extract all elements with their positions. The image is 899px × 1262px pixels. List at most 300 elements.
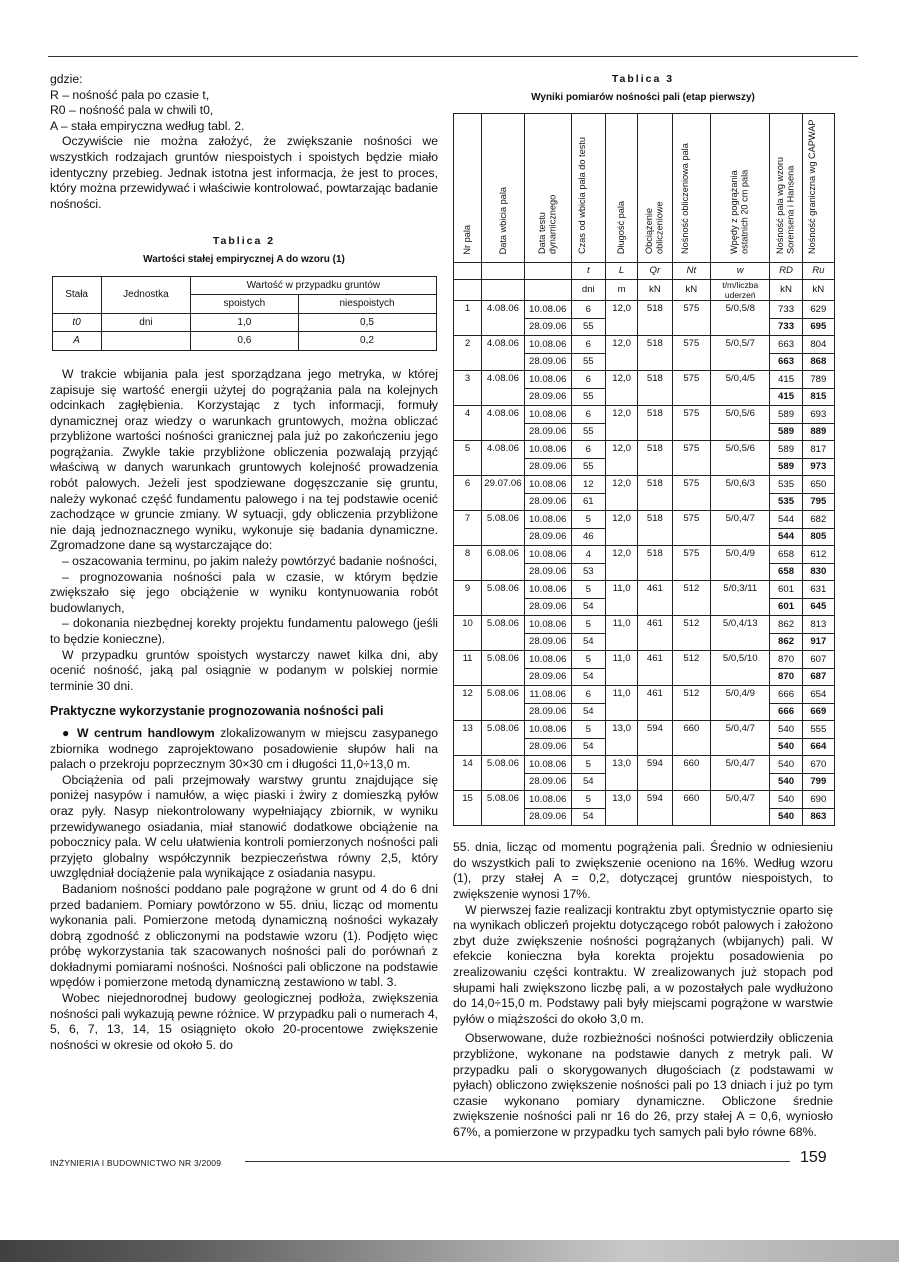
table-cell: 645 [802,598,834,616]
table-row [454,406,835,424]
table-cell: 10.08.06 [524,721,571,739]
table-cell: 10.08.06 [524,756,571,774]
paragraph-text: zlokalizowanym w miejscu zasypanego zbiornika wodnego zaprojektowano posadowienie słupów hali na palach o przekroju poprzecznym 30×30 cm i długości 11,0÷13,0 m. [50,725,439,772]
table-cell: 601 [770,581,802,599]
table-cell: 6 [571,686,605,704]
table-cell: 512 [672,616,711,651]
table-cell: 5/0,4/5 [711,371,770,406]
table-cell: 660 [672,756,711,791]
table-cell: 12,0 [605,336,637,371]
table-cell: 863 [802,808,834,826]
table-cell: 28.09.06 [524,668,571,686]
table-row [454,686,835,704]
table-cell: 973 [802,458,834,476]
intro-line: R0 – nośność pala w chwili t0, [50,103,214,118]
table-cell: 11,0 [605,581,637,616]
intro-line: R – nośność pala po czasie t, [50,87,210,102]
t3-col-header: Wpędy z pogrążania ostatnich 20 cm pala [729,169,750,255]
table-cell: 2 [454,336,482,371]
t2-header: spoistych [191,295,298,314]
table-cell: 10.08.06 [524,301,571,319]
table-cell: 461 [638,581,672,616]
t3-col-header: Nośność pala wg wzoru Sorensena i Hansena [775,157,796,255]
table-cell: 28.09.06 [524,353,571,371]
table-cell: 518 [638,441,672,476]
table-cell: 13,0 [605,721,637,756]
table-cell: 5/0,5/10 [711,651,770,686]
table-cell: 5 [454,441,482,476]
table-cell: 518 [638,301,672,336]
table-cell: 28.09.06 [524,528,571,546]
table-cell: 5/0,4/7 [711,791,770,826]
t2-header: Wartość w przypadku gruntów [191,276,436,295]
table-cell: 695 [802,318,834,336]
table-cell: 11 [454,651,482,686]
table-cell: 544 [770,528,802,546]
table-cell: 28.09.06 [524,318,571,336]
table-cell: 540 [770,756,802,774]
table-cell: 5.08.06 [482,511,525,546]
table-cell: 654 [802,686,834,704]
table-cell: 10.08.06 [524,406,571,424]
t2-cell: 0,5 [298,313,436,332]
table-cell: 14 [454,756,482,791]
table-cell: 5 [571,651,605,669]
table-cell: 6 [571,371,605,389]
table-cell: 1 [454,301,482,336]
table-cell: 5/0,4/7 [711,511,770,546]
table-cell: 3 [454,371,482,406]
paragraph: Wobec niejednorodnej budowy geologicznej podłoża, zwiększenia nośności pali wykazują pewne różnice. W przypadku pali o numerach 4, 5, 6, 7, 13, 14, 15 osiągnięto około 20-procentowe zwiększenie nośności w okresie od około 5. do [50,991,438,1052]
table-row [454,371,835,389]
table-row [454,791,835,809]
table3 [453,113,835,826]
table-cell: 518 [638,511,672,546]
table-cell: 11.08.06 [524,686,571,704]
table-cell: 461 [638,651,672,686]
t3-unit: dni [571,280,605,301]
table-cell: 415 [770,371,802,389]
table-cell: 10 [454,616,482,651]
table-cell: 5/0,5/8 [711,301,770,336]
table-cell: 805 [802,528,834,546]
table-cell: 5.08.06 [482,581,525,616]
table-cell: 589 [770,441,802,459]
table-cell: 670 [802,756,834,774]
paragraph: W przypadku gruntów spoistych wystarczy nawet kilka dni, aby ocenić nośność, jaką pal osiągnie w podanym w polskiej normie terminie 30 dni. [50,647,438,693]
t3-unit [454,280,482,301]
table-cell: 12 [571,476,605,494]
table-cell: 5/0,4/13 [711,616,770,651]
table-cell: 575 [672,336,711,371]
intro-line: A – stała empiryczna według tabl. 2. [50,118,245,133]
t2-header: niespoistych [298,295,436,314]
table-cell: 540 [770,773,802,791]
table-cell: 575 [672,371,711,406]
table-cell: 889 [802,423,834,441]
left-column [50,72,438,1053]
table-cell: 589 [770,406,802,424]
table-cell: 5 [571,511,605,529]
table-cell: 669 [802,703,834,721]
t2-cell: 1,0 [191,313,298,332]
footer-rule [245,1161,790,1162]
table-row [454,756,835,774]
table-cell: 5/0,5/7 [711,336,770,371]
table-cell: 54 [571,633,605,651]
table-cell: 12,0 [605,301,637,336]
t3-col-header: Nośność obliczeniowa pala [680,143,691,255]
table-cell: 594 [638,791,672,826]
table-cell: 4.08.06 [482,406,525,441]
t2-cell: 0,2 [298,332,436,351]
table-cell: 12,0 [605,511,637,546]
bold-lead: W centrum handlowym [77,725,215,740]
table-cell: 4.08.06 [482,371,525,406]
scan-edge [0,1240,899,1262]
table-cell: 544 [770,511,802,529]
table-cell: 28.09.06 [524,563,571,581]
table-cell: 666 [770,703,802,721]
table-cell: 55 [571,423,605,441]
t2-cell: dni [101,313,191,332]
table-cell: 5 [571,616,605,634]
t3-body [454,301,835,826]
table-cell: 862 [770,633,802,651]
journal-footer: INŻYNIERIA I BUDOWNICTWO NR 3/2009 [50,1158,222,1168]
table-cell: 6.08.06 [482,546,525,581]
table-cell: 535 [770,493,802,511]
table-cell: 575 [672,546,711,581]
table-cell: 663 [770,353,802,371]
table-cell: 55 [571,388,605,406]
t3-symbol: Ru [802,262,834,280]
table-cell: 594 [638,756,672,791]
t3-col-header: Nr pala [462,224,473,255]
t3-symbol: Nt [672,262,711,280]
table-cell: 789 [802,371,834,389]
table-cell: 6 [571,301,605,319]
paragraph: W pierwszej fazie realizacji kontraktu zbyt optymistycznie oparto się na wynikach obliczeń projektu dotyczącego robót palowych i założono zbyt duże zwiększenie nośności pogrążanych (wbijanych) pali. W efekcie konieczna była korekta projektu posadowienia po zrealizowaniu części kontraktu. W zrealizowanych już stopach pod słupami hali zwiększono liczbę pali, a w pozostałych pale wydłużono do 14,0÷15,0 m. Podstawy pali były miejscami pogrążone w warstwie pyłów o miąższości do około 3,0 m. [453,902,833,1026]
table-cell: 612 [802,546,834,564]
t2-header: Stała [52,276,101,313]
t3-col-header: Data wbicia pala [497,186,508,255]
table-cell: 690 [802,791,834,809]
table-cell: 11,0 [605,616,637,651]
table-cell: 575 [672,301,711,336]
table-cell: 589 [770,423,802,441]
table-cell: 664 [802,738,834,756]
table-cell: 29.07.06 [482,476,525,511]
t2-cell [101,332,191,351]
t3-symbol: w [711,262,770,280]
t2-cell: A [52,332,101,351]
table-cell: 535 [770,476,802,494]
table-cell: 658 [770,563,802,581]
table-row [454,616,835,634]
table-cell: 518 [638,546,672,581]
table-cell: 5.08.06 [482,791,525,826]
t3-col-header: Czas od wbicia pala do testu [577,137,588,255]
table-cell: 917 [802,633,834,651]
table-cell: 804 [802,336,834,354]
table-cell: 660 [672,791,711,826]
page-number: 159 [800,1149,827,1166]
table-cell: 9 [454,581,482,616]
list-item: – dokonania niezbędnej korekty projektu fundamentu palowego (jeśli to będzie konieczne). [50,616,438,646]
table-cell: 666 [770,686,802,704]
paragraph: ● W centrum handlowym zlokalizowanym w miejscu zasypanego zbiornika wodnego zaprojektowano posadowienie słupów hali na palach o przekroju poprzecznym 30×30 cm i długości 11,0÷13,0 m. [50,725,439,772]
table-row [454,651,835,669]
table-cell: 512 [672,651,711,686]
table-cell: 5/0,6/3 [711,476,770,511]
table-row [454,581,835,599]
t3-symbol: Qr [638,262,672,280]
table-cell: 5.08.06 [482,616,525,651]
table-cell: 629 [802,301,834,319]
table-cell: 518 [638,406,672,441]
paragraph: Obciążenia od pali przejmowały warstwy gruntu znajdujące się poniżej nasypów i namułów, a więc piaski i żwiry z domieszką pyłów oraz pyły. Nasyp niekontrolowany wypełniający zbiornik, w wyniku przewidywanego osiadania, miał stanowić dodatkowe obciążenie na pobocznicy pala. W celu ułatwienia kontroli pomierzonych nośności pali przyjęto globalny współczynnik bezpieczeństwa równy 2,5, który uwzględniał dociążenie pala wynikające z osiadania nasypu. [50,772,438,881]
table-cell: 5 [571,756,605,774]
table-cell: 54 [571,668,605,686]
t3-col-header: Obciążenie obliczeniowe [643,201,665,255]
table-cell: 5 [571,581,605,599]
table-cell: 540 [770,791,802,809]
table-cell: 10.08.06 [524,371,571,389]
table-cell: 12,0 [605,371,637,406]
table-cell: 870 [770,651,802,669]
table-cell: 5/0,5/6 [711,441,770,476]
table-cell: 575 [672,441,711,476]
paragraph: Badaniom nośności poddano pale pogrążone w grunt od 4 do 6 dni przed badaniem. Pomiary powtórzono w 55. dniu, licząc od momentu wykonania pali. Pomierzone metodą dynamiczną nośności wykazały dobrą zgodność z obliczonymi na podstawie wzoru (1). Podjęto więc próbę wykorzystania tak szacowanych nośności pali do porównań z dokładnymi pomiarami nośności. Nośności pali obliczone na podstawie wpędów i pomierzone metodą dynamiczną zestawiono w tabl. 3. [50,881,438,990]
t3-col-header: Nośność graniczna wg CAPWAP [807,119,818,255]
t3-unit: kN [770,280,802,301]
table-cell: 11,0 [605,651,637,686]
table-cell: 8 [454,546,482,581]
table-cell: 10.08.06 [524,616,571,634]
table-cell: 660 [672,721,711,756]
table-cell: 13,0 [605,791,637,826]
table-cell: 12,0 [605,441,637,476]
table-cell: 11,0 [605,686,637,721]
table-cell: 5.08.06 [482,686,525,721]
table-row [454,476,835,494]
table-cell: 799 [802,773,834,791]
table-cell: 518 [638,371,672,406]
table-cell: 46 [571,528,605,546]
list-item: – prognozowania nośności pala w czasie, w którym będzie zwiększało się jego obciążenie w wyniku kontynuowania robót budowlanych, [50,569,438,615]
table-cell: 28.09.06 [524,458,571,476]
table-cell: 53 [571,563,605,581]
table-cell: 10.08.06 [524,476,571,494]
table-cell: 28.09.06 [524,703,571,721]
t3-unit: m [605,280,637,301]
table-cell: 12,0 [605,406,637,441]
table-cell: 7 [454,511,482,546]
table-row [454,336,835,354]
table-cell: 54 [571,703,605,721]
t3-unit [524,280,571,301]
table-row [454,301,835,319]
t3-unit: kN [802,280,834,301]
t3-unit: t/m/liczba uderzeń [711,280,770,301]
table2-subtitle: Wartości stałej empirycznej A do wzoru (1) [143,253,345,265]
table-cell: 12,0 [605,476,637,511]
table-cell: 54 [571,773,605,791]
table-cell: 55 [571,458,605,476]
table-cell: 15 [454,791,482,826]
table-cell: 663 [770,336,802,354]
intro-line: gdzie: [50,72,83,86]
table-cell: 28.09.06 [524,808,571,826]
table-cell: 862 [770,616,802,634]
table-cell: 28.09.06 [524,423,571,441]
header-rule [48,56,858,57]
table-cell: 601 [770,598,802,616]
table-cell: 4.08.06 [482,441,525,476]
table-cell: 13 [454,721,482,756]
section-heading: Praktyczne wykorzystanie prognozowania nośności pali [50,704,384,719]
table3-subtitle: Wyniki pomiarów nośności pali (etap pierwszy) [531,91,755,103]
table-row [454,721,835,739]
t3-units-row [454,280,835,301]
table-cell: 28.09.06 [524,773,571,791]
table-cell: 540 [770,738,802,756]
table-cell: 12,0 [605,546,637,581]
table-cell: 631 [802,581,834,599]
table-cell: 5/0,4/7 [711,721,770,756]
table-cell: 10.08.06 [524,791,571,809]
table-cell: 12 [454,686,482,721]
table-cell: 10.08.06 [524,336,571,354]
table-cell: 687 [802,668,834,686]
table-cell: 575 [672,511,711,546]
table-cell: 5.08.06 [482,756,525,791]
table-cell: 5/0,4/9 [711,686,770,721]
table-cell: 870 [770,668,802,686]
t2-header: Jednostka [101,276,191,313]
t3-symbol: RD [770,262,802,280]
table-cell: 575 [672,406,711,441]
table-row [454,511,835,529]
paragraph: Oczywiście nie można założyć, że zwiększanie nośności we wszystkich rodzajach gruntów niespoistych i spoistych będzie miało identyczny przebieg. Jednak istotna jest informacja, że jest to proces, który można przewidywać i właściwie kontrolować, powtarzając badanie nośności. [50,134,438,211]
table-cell: 5 [571,791,605,809]
table-cell: 6 [571,441,605,459]
table-cell: 5.08.06 [482,721,525,756]
table-cell: 5/0,3/11 [711,581,770,616]
table-cell: 5.08.06 [482,651,525,686]
paragraph: Obserwowane, duże rozbieżności nośności potwierdziły obliczenia przybliżone, wykonane na podstawie danych z metryk pali. W przypadku pali o skorygowanych długościach (z podstawami w pyłach) obliczono zwiększenie nośności pali po 13 dniach i już po tym czasie wykonano pomiary dynamiczne. Obliczone średnie zwiększenie nośności pali nr 16 do 26, przy stałej A = 0,6, wyniosło 67%, a pomierzone w przypadku tych samych pali było równe 68%. [453,1031,833,1139]
table-cell: 10.08.06 [524,581,571,599]
table-cell: 6 [571,336,605,354]
t3-symbol [482,262,525,280]
right-column [453,72,833,1141]
table-cell: 10.08.06 [524,441,571,459]
t2-cell: 0,6 [191,332,298,351]
t3-header-row [454,114,835,263]
table-cell: 28.09.06 [524,738,571,756]
t3-unit: kN [638,280,672,301]
table-cell: 461 [638,686,672,721]
table-cell: 5 [571,721,605,739]
table-cell: 4.08.06 [482,301,525,336]
list-item: – oszacowania terminu, po jakim należy powtórzyć badanie nośności, [62,554,438,569]
table-cell: 4 [571,546,605,564]
t3-symbol: t [571,262,605,280]
t3-symbol-row [454,262,835,280]
t3-unit [482,280,525,301]
table2-title: Tablica 2 [212,235,276,248]
table2 [52,276,437,351]
table-cell: 54 [571,808,605,826]
table-cell: 693 [802,406,834,424]
table-cell: 28.09.06 [524,598,571,616]
table-cell: 540 [770,808,802,826]
table-cell: 518 [638,476,672,511]
table-cell: 55 [571,318,605,336]
paragraph: W trakcie wbijania pala jest sporządzana jego metryka, w której zapisuje się wartość energii użytej do pogrążania pala na kolejnych odcinkach zagłębienia. Korzystając z tych informacji, formuły dynamicznej oraz wiedzy o warunkach gruntowych, można obliczać przybliżone wartości nośności granicznej pala już po zakończeniu jego pogrążania. Zwykle takie przybliżone obliczenia pozwalają przyjąć właściwą w danych warunkach gruntowych kolejność prowadzenia robót palowych. Jeżeli jest spodziewane dogęszczanie się gruntu, należy wykonać część fundamentu palowego i na tej podstawie ocenić zachodzące w gruncie zmiany. W sytuacji, gdy obliczenia przybliżone nie dają jednoznacznego wyniku, wykonuje się badania dynamiczne. Zgromadzone dane są wystarczające do: [50,366,438,553]
table-cell: 5/0,4/9 [711,546,770,581]
table-cell: 13,0 [605,756,637,791]
table-cell: 4.08.06 [482,336,525,371]
table-cell: 54 [571,738,605,756]
table-cell: 10.08.06 [524,546,571,564]
table-cell: 28.09.06 [524,388,571,406]
table-cell: 28.09.06 [524,493,571,511]
table-cell: 518 [638,336,672,371]
table-cell: 817 [802,441,834,459]
table-row [454,441,835,459]
table-cell: 5/0,4/7 [711,756,770,791]
table-cell: 607 [802,651,834,669]
t3-unit: kN [672,280,711,301]
t2-cell: t0 [52,313,101,332]
table-cell: 55 [571,353,605,371]
table-cell: 415 [770,388,802,406]
table-cell: 5/0,5/6 [711,406,770,441]
table-cell: 4 [454,406,482,441]
t3-col-header: Data testu dynamicznego [536,194,558,255]
table-cell: 6 [571,406,605,424]
t3-symbol [454,262,482,280]
table-cell: 10.08.06 [524,651,571,669]
table-cell: 594 [638,721,672,756]
table-cell: 54 [571,598,605,616]
table3-title: Tablica 3 [611,73,675,85]
t3-col-header: Długość pala [616,201,627,255]
table-cell: 868 [802,353,834,371]
table-cell: 682 [802,511,834,529]
table-cell: 589 [770,458,802,476]
table-cell: 795 [802,493,834,511]
table-cell: 555 [802,721,834,739]
table-cell: 575 [672,476,711,511]
table-cell: 658 [770,546,802,564]
table-cell: 733 [770,301,802,319]
table-cell: 813 [802,616,834,634]
table-cell: 540 [770,721,802,739]
table-cell: 512 [672,581,711,616]
table-cell: 830 [802,563,834,581]
t3-symbol [524,262,571,280]
table-cell: 512 [672,686,711,721]
table-cell: 815 [802,388,834,406]
table-cell: 733 [770,318,802,336]
table-cell: 461 [638,616,672,651]
table-cell: 28.09.06 [524,633,571,651]
paragraph: 55. dnia, licząc od momentu pogrążenia pali. Średnio w odniesieniu do wszystkich pali to zwiększenie oceniono na 16%. Według wzoru (1), przy stałej A = 0,2, dotyczącej gruntów niespoistych, to zwiększenie wynosi 17%. [453,840,833,902]
table-cell: 650 [802,476,834,494]
